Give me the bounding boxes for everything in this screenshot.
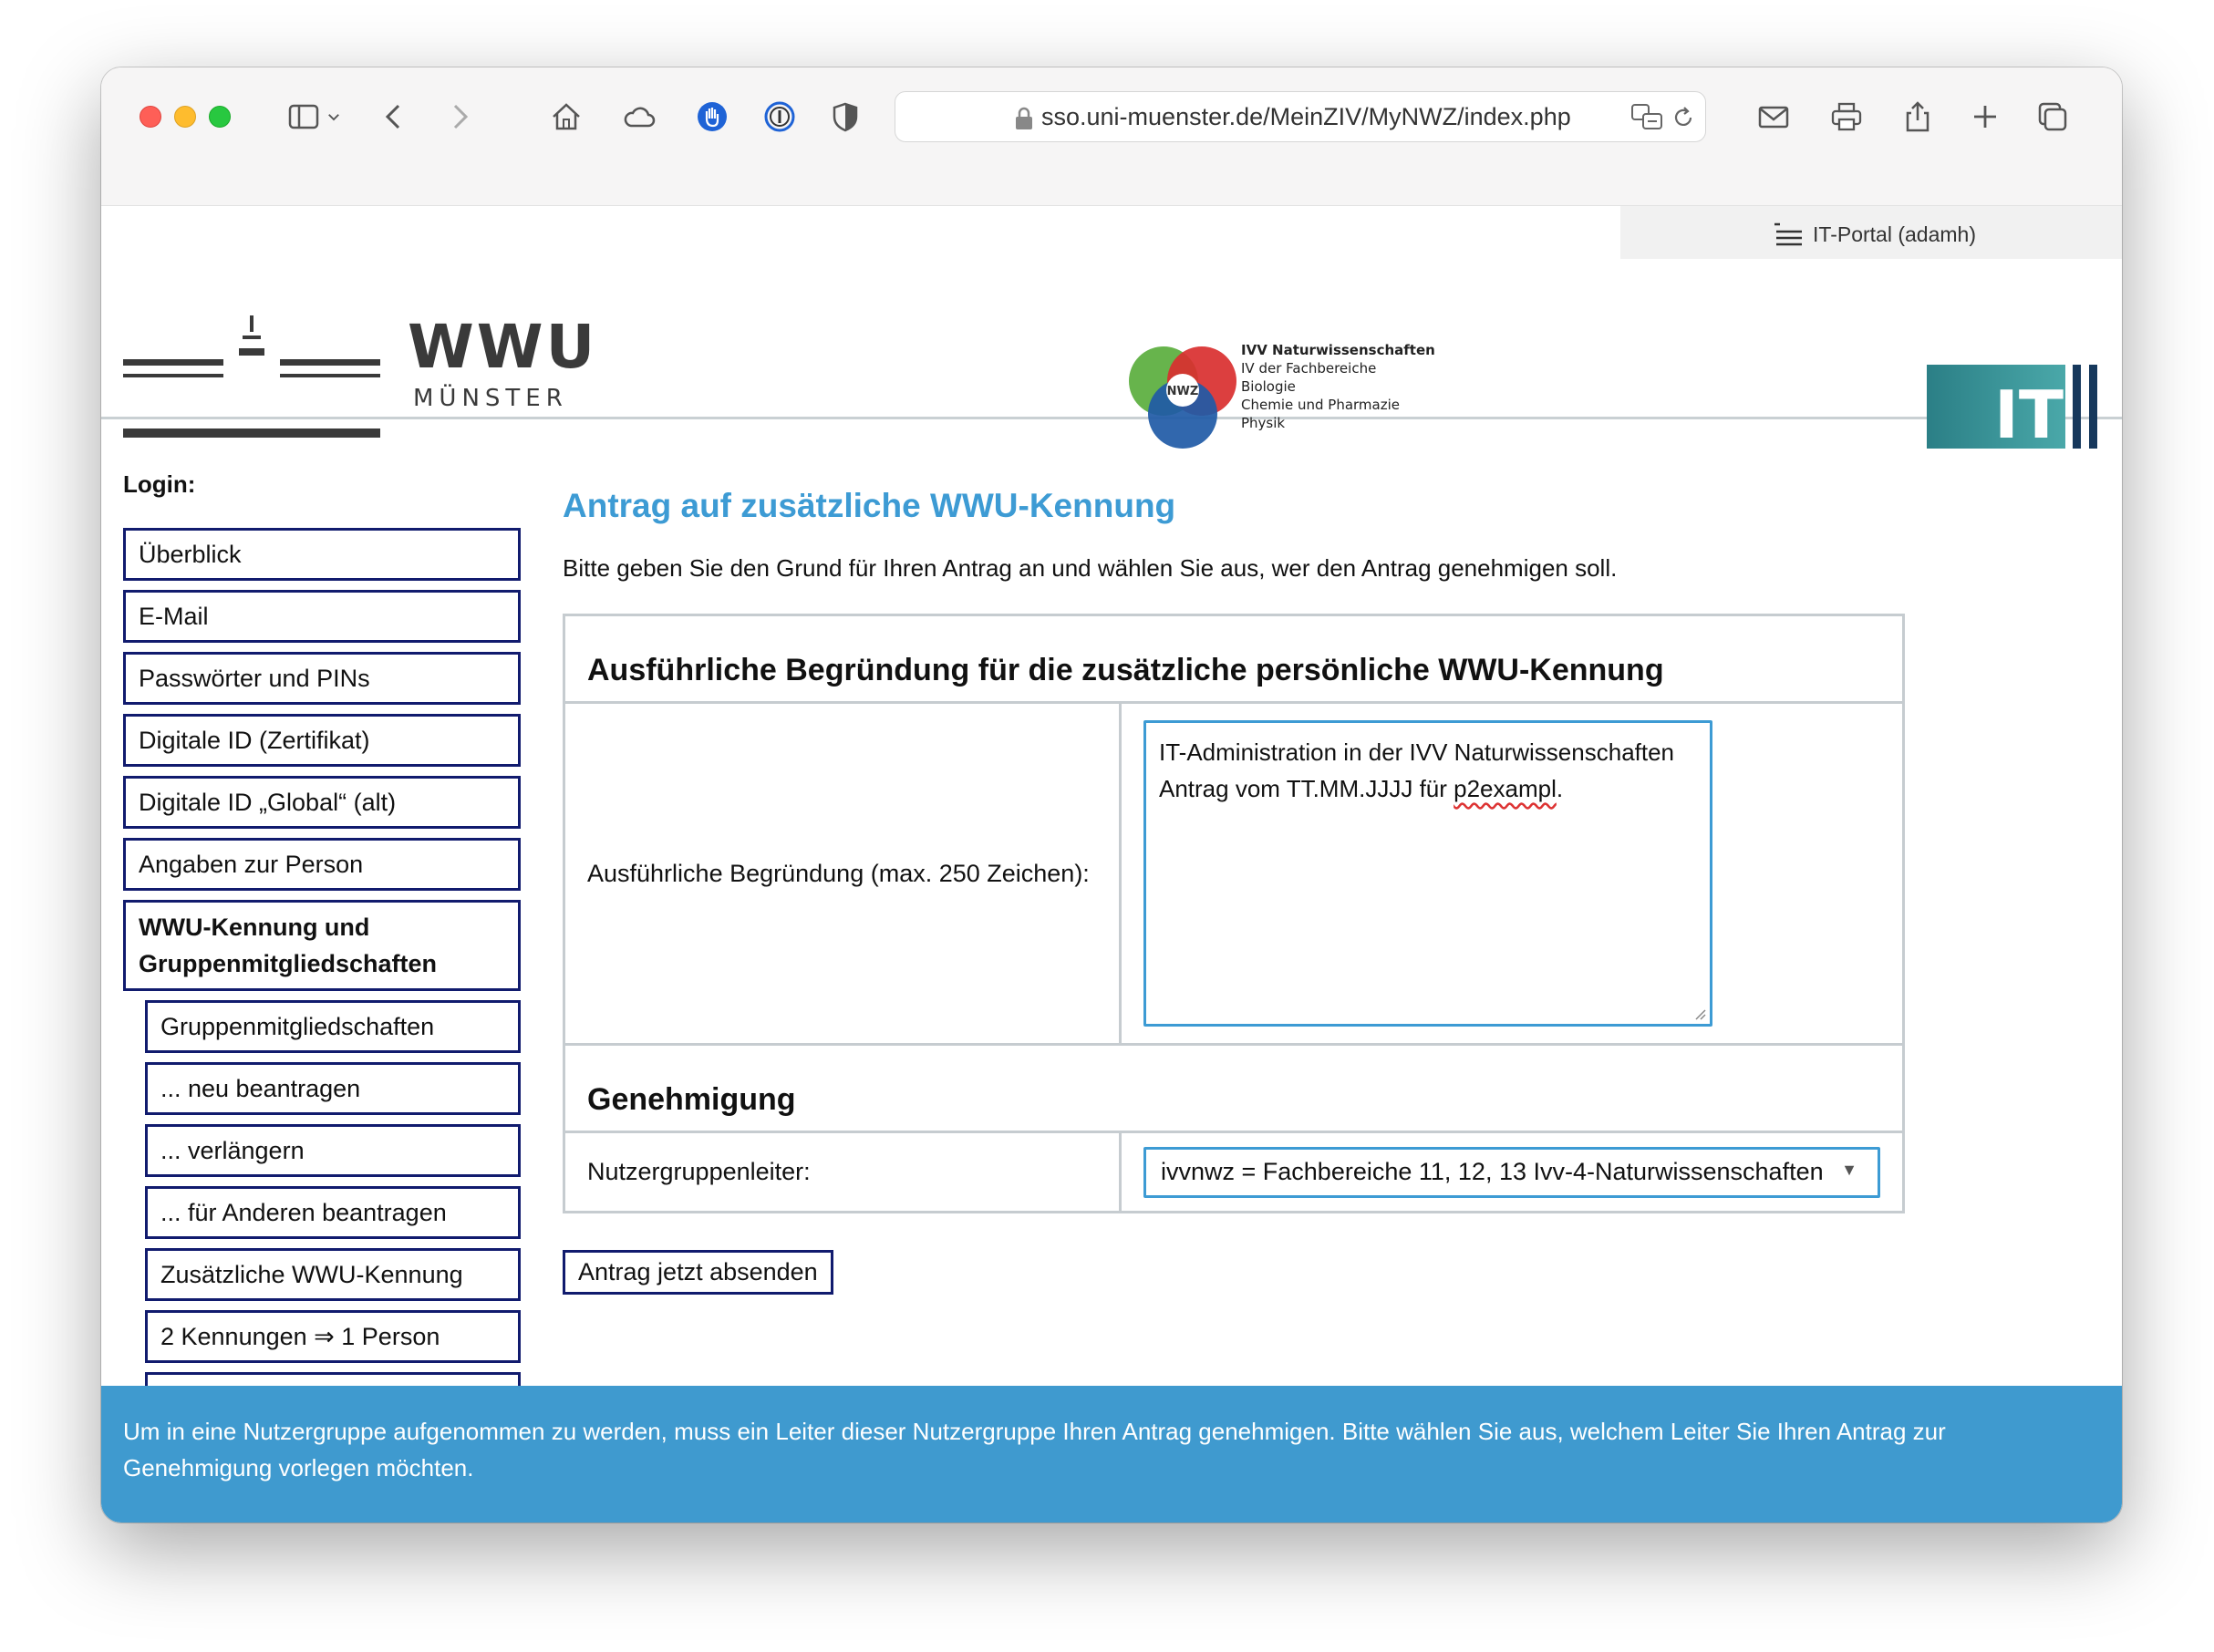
sidebar-subitem-fuer-anderen[interactable]: ... für Anderen beantragen	[145, 1186, 521, 1239]
sidebar-item-email[interactable]: E-Mail	[123, 590, 521, 643]
sidebar-item-digitale-id[interactable]: Digitale ID (Zertifikat)	[123, 714, 521, 767]
page-title: Antrag auf zusätzliche WWU-Kennung	[563, 487, 1176, 524]
info-footer: Um in eine Nutzergruppe aufgenommen zu werden, muss ein Leiter dieser Nutzergruppe Ihren Antrag genehmigen. Bitte wählen Sie aus, welchem Leiter Sie Ihren Antrag zur Genehmigung vorlegen möchten.	[101, 1386, 2122, 1523]
sidebar-subitem-neu-beantragen[interactable]: ... neu beantragen	[145, 1062, 521, 1115]
nwz-description	[1241, 341, 1435, 432]
main-content	[563, 470, 1912, 1295]
sidebar-subitem-verlaengern[interactable]: ... verlängern	[145, 1124, 521, 1177]
zoom-window-button[interactable]	[209, 106, 231, 128]
sidebar-item-ueberblick[interactable]: Überblick	[123, 528, 521, 581]
sidebar-nav	[123, 470, 521, 1434]
intro-text: Bitte geben Sie den Grund für Ihren Antrag an und wählen Sie aus, wer den Antrag genehmigen soll.	[563, 554, 1618, 582]
sidebar-item-passwoerter[interactable]: Passwörter und PINs	[123, 652, 521, 705]
shield-icon[interactable]	[822, 93, 869, 140]
password-manager-icon[interactable]	[756, 93, 803, 140]
reason-label: Ausführliche Begründung (max. 250 Zeichen):	[564, 703, 1121, 1045]
portal-bar	[101, 206, 2122, 259]
leader-select[interactable]	[1143, 1147, 1880, 1198]
new-tab-icon[interactable]	[1961, 93, 2009, 140]
section-approval-title: Genehmigung	[564, 1045, 1904, 1132]
nwz-badge-text: NWZ	[1166, 385, 1199, 398]
resize-handle-icon[interactable]	[1693, 1007, 1706, 1020]
hand-stop-icon[interactable]	[688, 93, 736, 140]
it-portal-label: IT-Portal (adamh)	[1813, 222, 1976, 246]
sidebar-subitem-2-kennungen[interactable]: 2 Kennungen ⇒ 1 Person	[145, 1310, 521, 1363]
nwz-line: Physik	[1241, 415, 1286, 431]
nwz-line: Biologie	[1241, 378, 1296, 395]
dropdown-arrow-icon: ▼	[1841, 1160, 1857, 1179]
nwz-title: IVV Naturwissenschaften	[1241, 342, 1435, 358]
sidebar-item-digitale-id-global[interactable]: Digitale ID „Global“ (alt)	[123, 776, 521, 829]
translate-icon[interactable]	[1630, 103, 1663, 132]
browser-toolbar	[101, 67, 2122, 206]
menu-list-icon	[1773, 221, 1804, 248]
chevron-down-icon[interactable]	[320, 93, 347, 140]
mail-icon[interactable]	[1750, 93, 1797, 140]
reason-line: Antrag vom TT.MM.JJJJ für p2exampl.	[1159, 775, 1564, 802]
sidebar-subitem-zusaetzliche-kennung[interactable]: Zusätzliche WWU-Kennung	[145, 1248, 521, 1301]
print-icon[interactable]	[1823, 93, 1870, 140]
forward-icon[interactable]	[435, 93, 482, 140]
reason-line: IT-Administration in der IVV Naturwissenschaften	[1159, 738, 1675, 766]
request-form	[563, 614, 1905, 1213]
minimize-window-button[interactable]	[174, 106, 196, 128]
wwu-wordmark: WWU	[408, 312, 598, 382]
site-header	[101, 259, 2122, 449]
it-portal-link[interactable]	[1773, 221, 1976, 248]
sidebar-subitem-gruppenmitgliedschaften[interactable]: Gruppenmitgliedschaften	[145, 1000, 521, 1053]
lock-icon	[1014, 107, 1034, 130]
section-reason-title: Ausführliche Begründung für die zusätzliche persönliche WWU-Kennung	[564, 615, 1904, 703]
close-window-button[interactable]	[140, 106, 161, 128]
sidebar-item-wwu-kennung[interactable]: WWU-Kennung und Gruppenmitgliedschaften	[123, 900, 521, 991]
back-icon[interactable]	[371, 93, 419, 140]
leader-label: Nutzergruppenleiter:	[564, 1132, 1121, 1213]
share-icon[interactable]	[1894, 93, 1941, 140]
address-bar[interactable]	[895, 91, 1706, 142]
url-text: sso.uni-muenster.de/MeinZIV/MyNWZ/index.php	[1041, 103, 1571, 130]
submit-button[interactable]: Antrag jetzt absenden	[563, 1250, 833, 1295]
it-logo-text: IT	[1994, 377, 2064, 449]
misspelled-word: p2exampl	[1454, 775, 1557, 802]
home-icon[interactable]	[543, 93, 590, 140]
sidebar-item-angaben[interactable]: Angaben zur Person	[123, 838, 521, 891]
leader-selected-value: ivvnwz = Fachbereiche 11, 12, 13 Ivv-4-Naturwissenschaften	[1161, 1157, 1824, 1185]
cloud-icon[interactable]	[616, 93, 663, 140]
browser-window	[101, 67, 2122, 1523]
nwz-line: Chemie und Pharmazie	[1241, 397, 1401, 413]
login-label: Login:	[123, 470, 196, 498]
tab-overview-icon[interactable]	[2029, 93, 2076, 140]
nwz-line: IV der Fachbereiche	[1241, 360, 1377, 377]
web-page	[101, 206, 2122, 1523]
it-logo[interactable]	[1927, 365, 2100, 449]
wwu-subtitle: MÜNSTER	[413, 385, 568, 412]
reason-textarea[interactable]	[1143, 720, 1712, 1027]
reload-icon[interactable]	[1671, 105, 1696, 130]
